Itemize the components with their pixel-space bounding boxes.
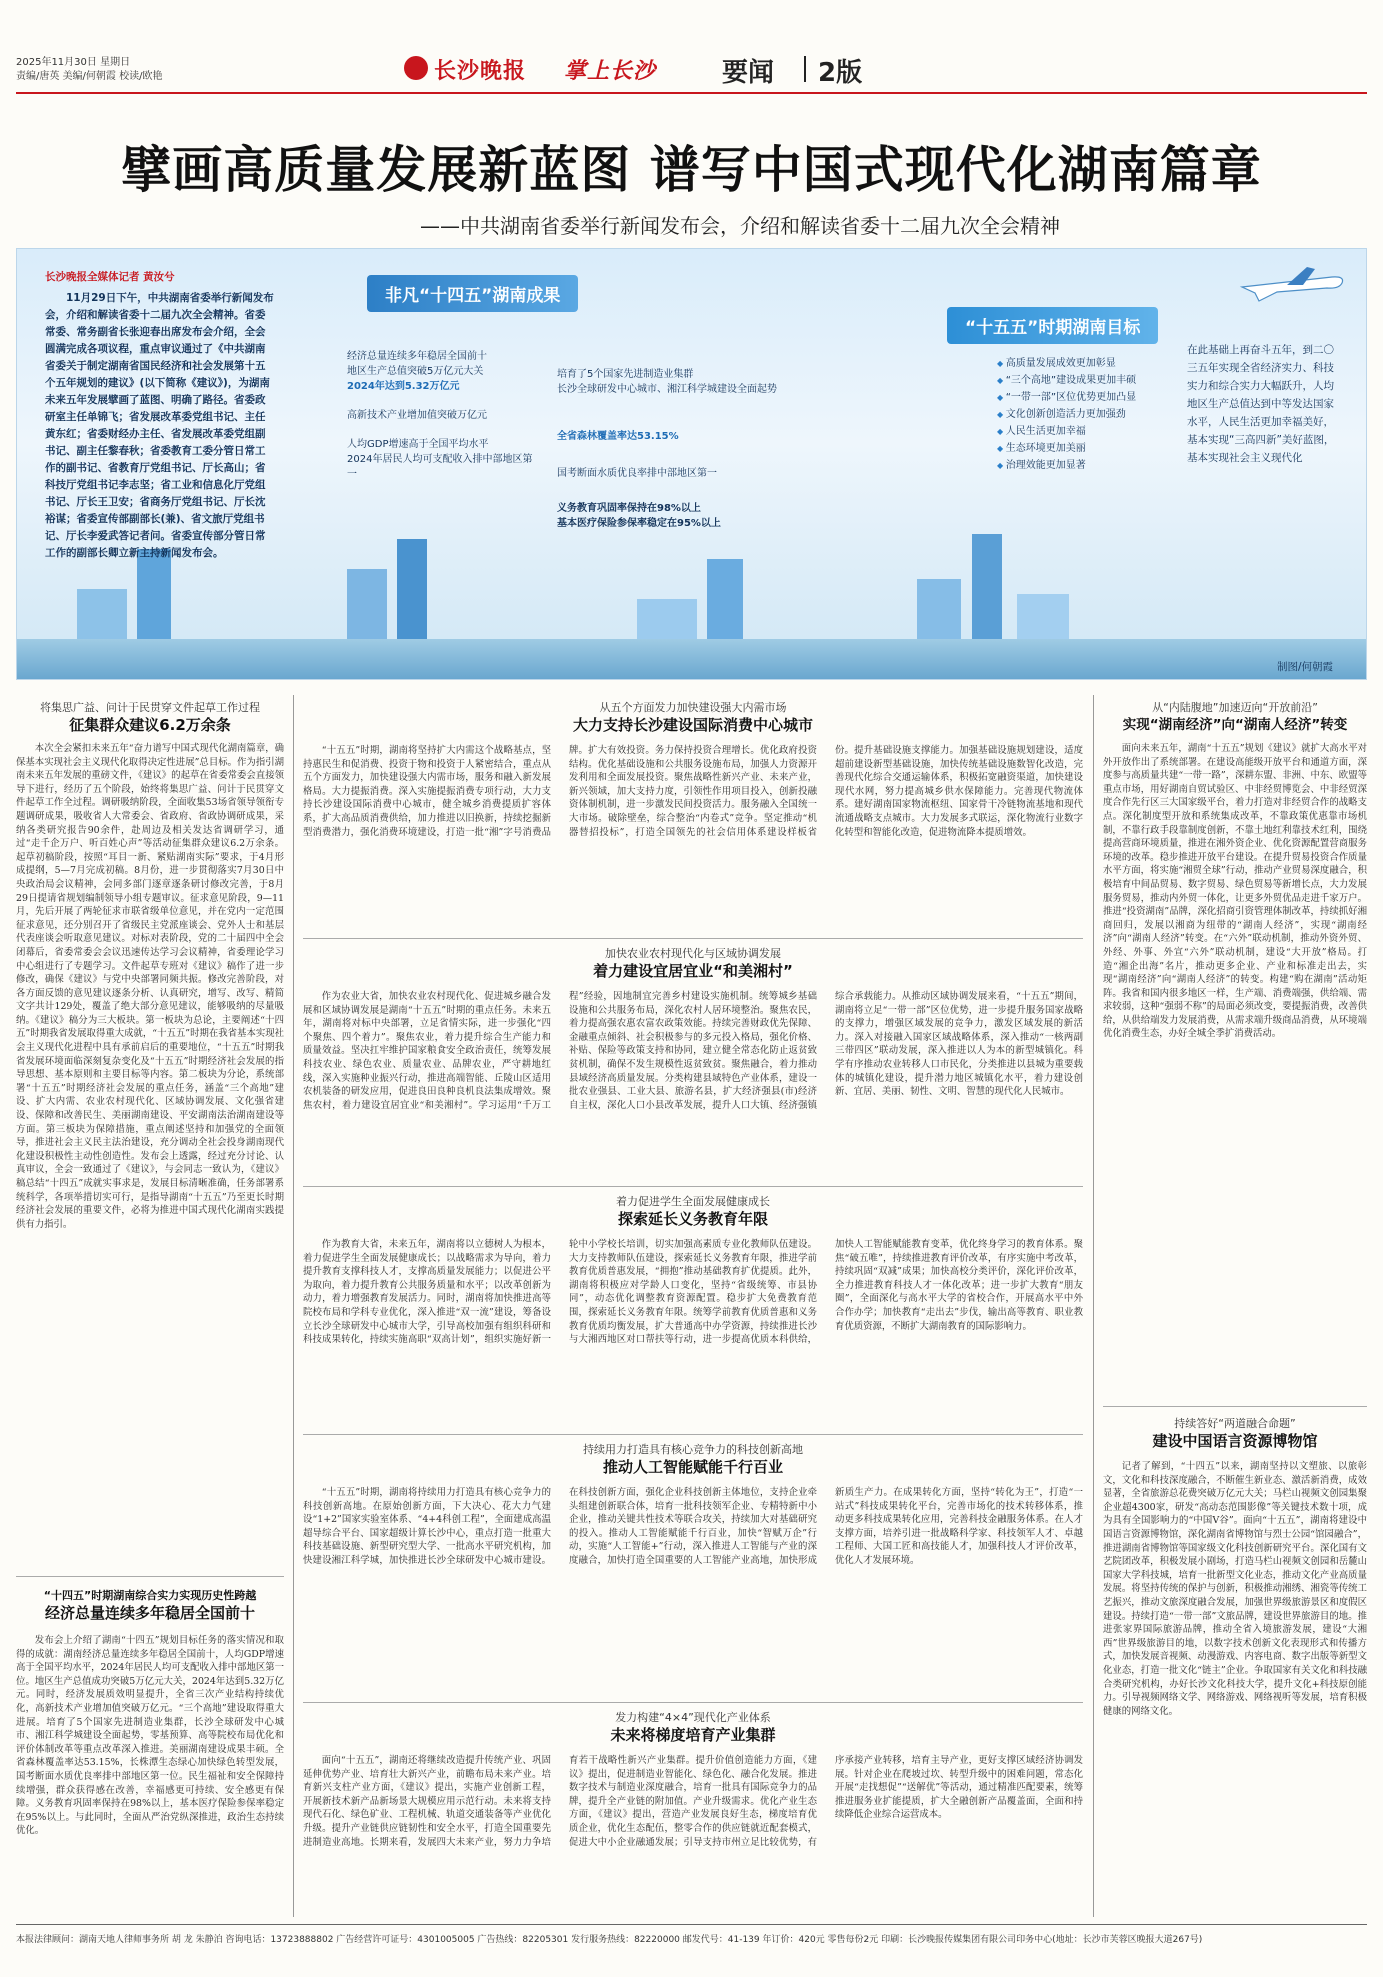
lede-text: 11月29日下午，中共湖南省委举行新闻发布会，介绍和解读省委十二届九次全会精神。省委常委、常务副省长张迎春出席发布会介绍，全会圆满完成各项议程，重点审议通过了《中共湖南省委关于制定湖南省国民经济和社会发展第十五个五年规划的建议》(以下简称《建议》)，为湖南未来五年发展擘画了蓝图、明确了路径。省委政研室主任单锦飞；省发展改革委党组书记、主任黄东红；省委财经办主任、省发展改革委党组副书记、副主任黎春秋；省委教育工委分管日常工作的副书记、省教育厅党组书记、厅长高山；省科技厅党组书记李志坚；省工业和信息化厅党组书记、厅长王卫安；省商务厅党组书记、厅长沈裕谋；省委宣传部副部长(兼)、省文旅厅党组书记、厅长李爱武答记者问。省委宣传部分管日常工作的副部长卿立新主持新闻发布会。: [45, 292, 274, 559]
achievements-title: 非凡“十四五”湖南成果: [367, 275, 578, 312]
article-industrial-system: [303, 1710, 1083, 1906]
article-kicker: 从“内陆腹地”加速迈向“开放前沿”: [1152, 701, 1318, 714]
section-rule: [303, 1434, 1083, 1435]
article-body: 本次全会紧扣未来五年“奋力谱写中国式现代化湖南篇章，确保基本实现社会主义现代化取得决定性进展”总目标。作为指引湖南未来五年发展的重磅文件，《建议》的起草在省委常委会直接领导下进行，经历了五个阶段，始终将集思广益、问计于民贯穿文件起草工作全过程。调研吸纳阶段，全面收集53场省领导领衔专题调研成果，吸收省人大常委会、省政府、省政协调研成果，采纳各类研究报告90余件，赴周边及相关发达省调研学习，通过“走千企万户、听百姓心声”等活动征集群众建议6.2万余条。起草初稿阶段，按照“耳目一新、紧贴湖南实际”要求，于4月形成提纲，5—7月完成初稿。8月份，进一步贯彻落实7月30日中央政治局会议精神，会同多部门逐章逐条研讨修改完善，于8月29日提请省规划编制领导小组专题审议。征求意见阶段，9—11月，先后开展了两轮征求市联省级单位意见，并在党内一定范围征求意见，还分别召开了省级民主党派座谈会、党外人士和基层代表座谈会听取意见建议。对标对表阶段，党的二十届四中全会闭幕后，省委常委会会议迅速传达学习会议精神，省委理论学习中心组进行了专题学习。文件起草专班对《建议》稿作了进一步修改，确保《建议》与党中央部署同频共振。修改完善阶段，对各方面反馈的意见建议逐条分析、认真研究，增写、改写、精简文字共计129处，覆盖了绝大部分意见建议，能够吸纳的尽量吸纳。《建议》稿分为三大板块。第一板块为总论，主要阐述“十四五”时期我省发展取得重大成就，“十五五”时期在我省基本实现社会主义现代化进程中具有承前启后的重要地位，“十五五”时期我省发展环境面临深刻复杂变化及“十五五”时期经济社会发展的指导思想、基本原则和主要目标等内容。第二板块为分论，系统部署“十五五”时期经济社会发展的重点任务，涵盖“三个高地”建设、扩大内需、农业农村现代化、区域协调发展、文化强省建设、保障和改善民生、美丽湖南建设、平安湖南法治湖南建设等方面。第三板块为保障措施，重点阐述坚持和加强党的全面领导，推进社会主义民主法治建设，充分调动全社会投身湖南现代化建设积极性主动性创造性。发布会上透露，经过充分讨论、认真审议，全会一致通过了《建议》，与会同志一致认为，《建议》稿总结“十四五”成就实事求是，发展目标清晰准确，任务部署系统科学，各项举措切实可行，是指导湖南“十五五”乃至更长时期经济社会发展的重要文件，必将为推进中国式现代化湖南实践提供有力指引。: [16, 743, 284, 1230]
article-kicker: 持续答好“两道融合命题”: [1174, 1417, 1296, 1430]
article-rural-revitalization: [303, 946, 1083, 1176]
article-body: 记者了解到，“十四五”以来，湖南坚持以文塑旅、以旅彰文，文化和科技深度融合，不断催生新业态、激活新消费，成效显著，全省旅游总花费突破万亿元大关；马栏山视频文创园集聚企业超4300家，研发“高动态范围影像”等关键技术数十项，成为具有全国影响力的“中国V谷”。面向“十五五”，湖南将建设中国语言资源博物馆，深化湖南省博物馆与烈士公园“馆园融合”，推进湖南省博物馆等国家级文化科技创新研究平台。深化国有文艺院团改革，积极发展小剧场，打造马栏山视频文创园和岳麓山国家大学科技城，培育一批新型文化业态，推动文化产业高质量发展。将坚持传统的保护与创新，积极推动湘绣、湘瓷等传统工艺振兴，推动文旅深度融合发展，加强世界级旅游景区和度假区建设。持续打造“一带一部”文旅品牌，建设世界旅游目的地。推进张家界国际旅游品牌，推动全省入境旅游发展，建设“大湘西”世界级旅游目的地，以数字技术创新文化表现形式和传播方式，加快发展音视频、动漫游戏、内容电商、数字出版等新型文化业态，打造一批文化“链主”企业。争取国家有关文化和科技融合类研究机构，办好长沙文化科技大学，提升文化+科技原创能力。引导视频网络文学、网络游戏、网络视听等发展，培育积极健康的网络文化。: [1103, 1461, 1367, 1717]
reporter-byline: 长沙晚报全媒体记者 黄汝兮: [45, 271, 175, 283]
stat-item: 全省森林覆盖率达53.15%: [557, 431, 679, 442]
article-title: 大力支持长沙建设国际消费中心城市: [572, 716, 813, 734]
stat-item: 经济总量连续多年稳居全国前十: [347, 351, 487, 362]
article-title: 探索延长义务教育年限: [617, 1210, 768, 1228]
article-kicker: “十四五”时期湖南综合实力实现历史性跨越: [43, 1589, 257, 1602]
article-culture-tourism: [1103, 1416, 1367, 1906]
article-body: 作为农业大省，加快农业农村现代化、促进城乡融合发展和区域协调发展是湖南“十五五”时期的重点任务。未来五年，湖南将对标中央部署，立足省情实际，进一步强化“四个聚焦、四个着力”。聚焦农业，着力提升综合生产能力和质量效益。坚决扛牢维护国家粮食安全政治责任，统筹发展科技农业、绿色农业、质量农业、品牌农业，严守耕地红线，深入实施种业振兴行动，推进高端智能、丘陵山区适用农机装备的研发应用，促进良田良种良机良法集成增效。聚焦农村，着力建设宜居宜业“和美湘村”。学习运用“千万工程”经验，因地制宜完善乡村建设实施机制。统筹城乡基础设施和公共服务布局，深化农村人居环境整治。聚焦农民，着力提高强农惠农富农政策效能。持续完善财政优先保障、金融重点倾斜、社会积极参与的多元投入格局，强化价格、补贴、保险等政策支持和协同，建立健全常态化防止返贫致贫机制，确保不发生规模性返贫致贫。聚焦融合，着力推动县域经济高质量发展。分类构建县域特色产业体系，建设一批农业强县、工业大县、旅游名县，扩大经济强县(市)经济自主权，深化人口小县改革发展，提升人口大镇、经济强镇综合承载能力。从推动区域协调发展来看，“十五五”期间，湖南将立足“一带一部”区位优势，进一步提升服务国家战略的支撑力，增强区域发展的竞争力，激发区域发展的新活力。深入对接融入国家区域战略体系，深入推动“一核两副三带四区”联动发展，深入推进以人为本的新型城镇化。科学有序推动农业转移人口市民化，分类推进以县城为重要载体的城镇化建设，提升潜力地区城镇化水平，着力建设创新、宜居、美丽、韧性、文明、智慧的现代化人民城市。: [303, 991, 1083, 1111]
article-body: 面向“十五五”，湖南还将继续改造提升传统产业、巩固延伸优势产业、培育壮大新兴产业，前瞻布局未来产业。培育新兴支柱产业方面，《建议》提出，实施产业创新工程，开展新技术新产品新场景大规模应用示范行动。未来将支持现代石化、绿色矿业、工程机械、轨道交通装备等产业优化升级。提升产业链供应链韧性和安全水平，打造全国重要先进制造业高地。长期来看，发展四大未来产业，努力力争培育若干战略性新兴产业集群。提升价值创造能力方面，《建议》提出，促进制造业智能化、绿色化、融合化发展。推进数字技术与制造业深度融合，培育一批具有国际竞争力的品牌，提升全产业链的附加值。产业升级需求。优化产业生态方面，《建议》提出，营造产业发展良好生态，梯度培育优质企业，优化生态配伍，整零合作的供应链就近配套模式，促进大中小企业融通发展；引导支持市州立足比较优势，有序承接产业转移，培育主导产业，更好支撑区域经济协调发展。针对企业在爬坡过坎、转型升级中的困难问题，常态化开展“走找想促”“送解优”等活动，通过精准匹配要素，统筹推进服务业扩能提质，扩大全融创新产品覆盖面，全面和持续降低企业综合运营成本。: [303, 1755, 1083, 1848]
goal-item: ◆ 高质量发展成效更加彰显: [997, 355, 1167, 372]
logo-icon: [404, 56, 428, 80]
issue-date: 2025年11月30日 星期日: [16, 57, 131, 68]
article-tech-innovation: [303, 1442, 1083, 1692]
stat-item: 培育了5个国家先进制造业集群: [557, 369, 694, 380]
goal-item: ◆ “一带一部”区位优势更加凸显: [997, 389, 1167, 406]
goal-item: ◆ 文化创新创造活力更加强劲: [997, 406, 1167, 423]
stat-item: 人均GDP增速高于全国平均水平: [347, 439, 489, 450]
article-solicit-suggestions: [16, 700, 284, 1592]
stat-item: 基本医疗保险参保率稳定在95%以上: [557, 518, 721, 529]
article-body: “十五五”时期，湖南将坚持扩大内需这个战略基点，坚持惠民生和促消费、投资于物和投资于人紧密结合，重点从五个方面发力，加快建设强大内需市场，服务和融入新发展格局。大力提振消费。深入实施提振消费专项行动，大力支持长沙建设国际消费中心城市，健全城乡消费提质扩容体系，扩大高品质消费供给，加力推进以旧换新，持续挖掘新型消费潜力，强化消费环境建设，打造一批“湘”字号消费品牌。扩大有效投资。务力保持投资合理增长。优化政府投资结构。优化基础设施和公共服务设施布局，加强人力资源开发利用和全面发展投资。聚焦战略性新兴产业、未来产业，新兴领域，加大支持力度，引领性作用项目投入，创新投融资体制机制，进一步激发民间投资活力。服务融入全国统一大市场。破除壁垒，综合整治“内卷式”竞争。坚定推动“机器替招投标”，打造全国领先的社会信用体系建设样板省份。提升基础设施支撑能力。加强基础设施规划建设，适度超前建设新型基础设施，加快传统基础设施数智化改造，完善现代化综合交通运输体系，积极拓宽融资渠道，加快建设现代水网，努力提高城乡供水保障能力。完善现代物流体系。建好湖南国家物流枢纽、国家骨干冷链物流基地和现代流通战略支点城市。大力发展多式联运，深化物流行业数字化转型和智能化改造，促进物流降本提质增效。: [303, 745, 1083, 838]
goal-item: ◆ 治理效能更加显著: [997, 457, 1167, 474]
section-rule: [1103, 1406, 1367, 1407]
goal-item: ◆ “三个高地”建设成果更加丰硕: [997, 372, 1167, 389]
article-title: 征集群众建议6.2万余条: [69, 716, 231, 734]
infographic-banner: [16, 248, 1367, 680]
sub-headline: ——中共湖南省委举行新闻发布会，介绍和解读省委十二届九次全会精神: [420, 214, 1060, 238]
article-kicker: 发力构建“4×4”现代化产业体系: [615, 1711, 771, 1724]
article-kicker: 持续用力打造具有核心竞争力的科技创新高地: [583, 1443, 803, 1456]
page-number: 2版: [818, 58, 863, 88]
stat-item: 2024年居民人均可支配收入排中部地区第一: [347, 454, 533, 480]
brand-name: 长沙晚报: [434, 59, 527, 84]
main-headline: 擘画高质量发展新蓝图 谱写中国式现代化湖南篇章: [121, 141, 1262, 199]
stat-item: 地区生产总值突破5万亿元大关: [347, 366, 484, 377]
goals-list: [997, 355, 1167, 474]
article-title: 经济总量连续多年稳居全国前十: [44, 1604, 255, 1622]
stats-group-1: [347, 349, 537, 482]
stat-item: 国考断面水质优良率排中部地区第一: [557, 468, 717, 479]
stat-item: 义务教育巩固率保持在98%以上: [557, 503, 701, 514]
section-rule: [303, 1702, 1083, 1703]
article-kicker: 从五个方面发力加快建设强大内需市场: [599, 701, 787, 714]
stat-item: 2024年达到5.32万亿元: [347, 381, 460, 392]
article-domestic-demand: [303, 700, 1083, 926]
stats-group-2: [557, 367, 787, 531]
footer-rule: [16, 1924, 1367, 1925]
article-body: 面向未来五年，湖南“十五五”规划《建议》就扩大高水平对外开放作出了系统部署。在建设高能级开放平台和通道方面，深度参与高质量共建“一带一路”，深耕东盟、非洲、中东、欧盟等重点市场，用好湖南自贸试验区、中非经贸博览会、中非经贸深度合作先行区三大国家级平台，着力打造对非经贸合作的战略支点。深化制度型开放和系统集成改革，不靠政策优惠靠市场机制，不靠行政手段靠制度创新，不靠土地红利靠技术红利，围绕提高营商环境质量，推进在湘外资企业、优化资源配置营商服务环境的改革。稳步推进开放平台建设。在提升贸易投资合作质量水平方面，将实施“湘贸全球”行动，推动产业贸易深度融合，积极培育中间品贸易、数字贸易、绿色贸易等新增长点，大力发展服务贸易，推动内外贸一体化，让更多外贸优品走进千家万户。推进“投资湖南”品牌，深化招商引资管理体制改革，持续抓好湘商回归，发展以湘商为纽带的“湖南人经济”，实现“湖南经济”向“湖南人经济”转变。在“六外”联动机制，推动外资外贸、外经、外事、外宣“六外”联动机制，建设“大开放”格局。打造“湘企出海”名片，推动更多企业、产业和标准走出去，实现“湖南经济”向“湖南人经济”的转变。构建“购在湖南”活动矩阵。我省和国内很多地区一样，生产端、消费端强，供给端、需求较弱，这种“强弱不称”的局面必须改变，要提振消费，改善供给，从供给端发力发展消费，从需求端升级商品消费，从环境端优化消费生态，办好全城全季扩消费活动。: [1103, 743, 1367, 1040]
goal-item: ◆ 人民生活更加幸福: [997, 423, 1167, 440]
article-body: 作为教育大省，未来五年，湖南将以立德树人为根本，着力促进学生全面发展健康成长；以战略需求为导向，着力提升教育支撑科技人才，支撑高质量发展能力；以促进公平为取向，着力提升教育公共服务质量和水平；以改革创新为动力，着力增强教育发展活力。同时，湖南将加快推进高等院校布局和学科专业优化，深入推进“双一流”建设，筹备设立长沙全球研发中心城市大学，引导高校加强有组织科研和科技成果转化，持续实施高职“双高计划”，组织实施好新一轮中小学校长培训，切实加强高素质专业化教师队伍建设。大力支持教师队伍建设，探索延长义务教育年限，推进学前教育优质普惠发展，“拥抱”推动基础教育扩优提质。此外，湖南将积极应对学龄人口变化，坚持“省级统筹、市县协同”，动态优化调整教育资源配置。稳步扩大免费教育范围，探索延长义务教育年限。统筹学前教育优质普惠和义务教育优质均衡发展，扩大普通高中办学资源，持续推进长沙与大湘西地区对口帮扶等行动，进一步提高优质本科供给，加快人工智能赋能教育变革，优化终身学习的教育体系。聚焦“破五唯”，持续推进教育评价改革，有序实施中考改革，持续巩固“双减”成果；加快高校分类评价，深化评价改革，全力推进教育科技人才一体化改革；进一步扩大教育“朋友圈”，全面深化与高水平大学的省校合作，开展高水平中外合作办学；加快教育“走出去”步伐，输出高等教育、职业教育优质资源，不断扩大湖南教育的国际影响力。: [303, 1239, 1083, 1346]
section-name: 要闻: [722, 58, 775, 88]
article-education: [303, 1194, 1083, 1424]
article-kicker: 着力促进学生全面发展健康成长: [616, 1195, 770, 1208]
goal-item: ◆ 生态环境更加美丽: [997, 440, 1167, 457]
lede-block: [45, 269, 275, 562]
editor-credits: 责编/唐英 美编/何朝霞 校读/欧艳: [16, 71, 163, 82]
footer-info: 本报法律顾问：湖南天地人律师事务所 胡 龙 朱静泊 咨询电话：13723888802 广告经营许可证号：4301005005 广告热线：82205301 发行服务热线：82220000 邮发代号：41-139 年订价：420元 零售每份2元 印刷：长沙晚报传媒集团有限公司印务中心(地址：长沙市芙蓉区晚报大道267号): [16, 1935, 1203, 1945]
article-kicker: 将集思广益、问计于民贯穿文件起草工作过程: [40, 701, 260, 714]
goal-summary: 在此基础上再奋斗五年，到二〇三五年实现全省经济实力、科技实力和综合实力大幅跃升，人均地区生产总值达到中等发达国家水平，人民生活更加幸福美好，基本实现“三高四新”美好蓝图，基本实现社会主义现代化: [1187, 344, 1335, 464]
section-rule: [303, 938, 1083, 939]
column-divider: [293, 695, 294, 1917]
graphic-credit: 制图/何朝霞: [1277, 661, 1334, 673]
header-rule: [16, 92, 1367, 94]
article-opening-up: [1103, 700, 1367, 1402]
article-title: 未来将梯度培育产业集群: [610, 1726, 776, 1744]
article-body: 发布会上介绍了湖南“十四五”规划目标任务的落实情况和取得的成就：湖南经济总量连续多年稳居全国前十，人均GDP增速高于全国平均水平，2024年居民人均可支配收入排中部地区第一位。地区生产总值成功突破5万亿元大关，2024年达到5.32万亿元。同时，经济发展质效明显提升，全省三次产业结构持续优化，高新技术产业增加值突破万亿元。“三个高地”建设取得重大进展。培育了5个国家先进制造业集群，长沙全球研发中心城市、湘江科学城建设全面起势，零基预算、高等院校布局优化和评价体制改革等重点改革深入推进。美丽湖南建设成果丰硕。全省森林覆盖率达53.15%，长株潭生态绿心加快绿色转型发展，国考断面水质优良率排中部地区第一位。民生福祉和安全保障持续增强，群众获得感在改善，幸福感更可持续、安全感更有保障。义务教育巩固率保持在98%以上，基本医疗保险参保率稳定在95%以上。与此同时，全面从严治党纵深推进，政治生态持续优化。: [16, 1635, 284, 1837]
stat-item: 高新技术产业增加值突破万亿元: [347, 410, 487, 421]
section-rule: [303, 1186, 1083, 1187]
article-kicker: 加快农业农村现代化与区域协调发展: [605, 947, 781, 960]
goals-title: “十五五”时期湖南目标: [947, 307, 1158, 344]
article-title: 建设中国语言资源博物馆: [1152, 1432, 1318, 1450]
section-rule: [16, 1576, 284, 1577]
article-14th-fyp-achievements: [16, 1588, 284, 1922]
article-title: 着力建设宜居宜业“和美湘村”: [593, 962, 793, 980]
column-divider: [1093, 695, 1094, 1917]
section-divider: [804, 56, 806, 82]
article-body: “十五五”时期，湖南将持续用力打造具有核心竞争力的科技创新高地。在原始创新方面，下大决心、花大力气建设“1+2”国家实验室体系、“4+4科创工程”，全面建成高温超导综合平台、国家超级计算长沙中心，重点打造一批重大科技基础设施、新型研究型大学、一批高水平研究机构，加快建设湘江科学城，加快推进长沙全球研发中心城市建设。在科技创新方面，强化企业科技创新主体地位，支持企业牵头组建创新联合体，培育一批科技领军企业、专精特新中小企业，推动关键共性技术等联合攻关，持续加大对基础研究的投入。推动人工智能赋能千行百业，加快“智赋万企”行动，实施“人工智能+”行动，深入推进人工智能与产业的深度融合，加快打造全国重要的人工智能产业高地，加快形成新质生产力。在成果转化方面，坚持“转化为王”，打造“一站式”科技成果转化平台，完善市场化的技术转移体系，推动更多科技成果转化应用，完善科技金融服务体系。在人才支撑方面，培养引进一批战略科学家、科技领军人才、卓越工程师、大国工匠和高技能人才，加强科技人才评价改革，优化人才发展环境。: [303, 1487, 1083, 1566]
article-title: 实现“湖南经济”向“湖南人经济”转变: [1122, 717, 1348, 733]
stat-item: 长沙全球研发中心城市、湘江科学城建设全面起势: [557, 384, 777, 395]
brand-app-name: 掌上长沙: [564, 59, 657, 84]
masthead: [404, 50, 1004, 90]
airplane-icon: [1237, 263, 1347, 303]
article-title: 推动人工智能赋能千行百业: [602, 1458, 783, 1476]
